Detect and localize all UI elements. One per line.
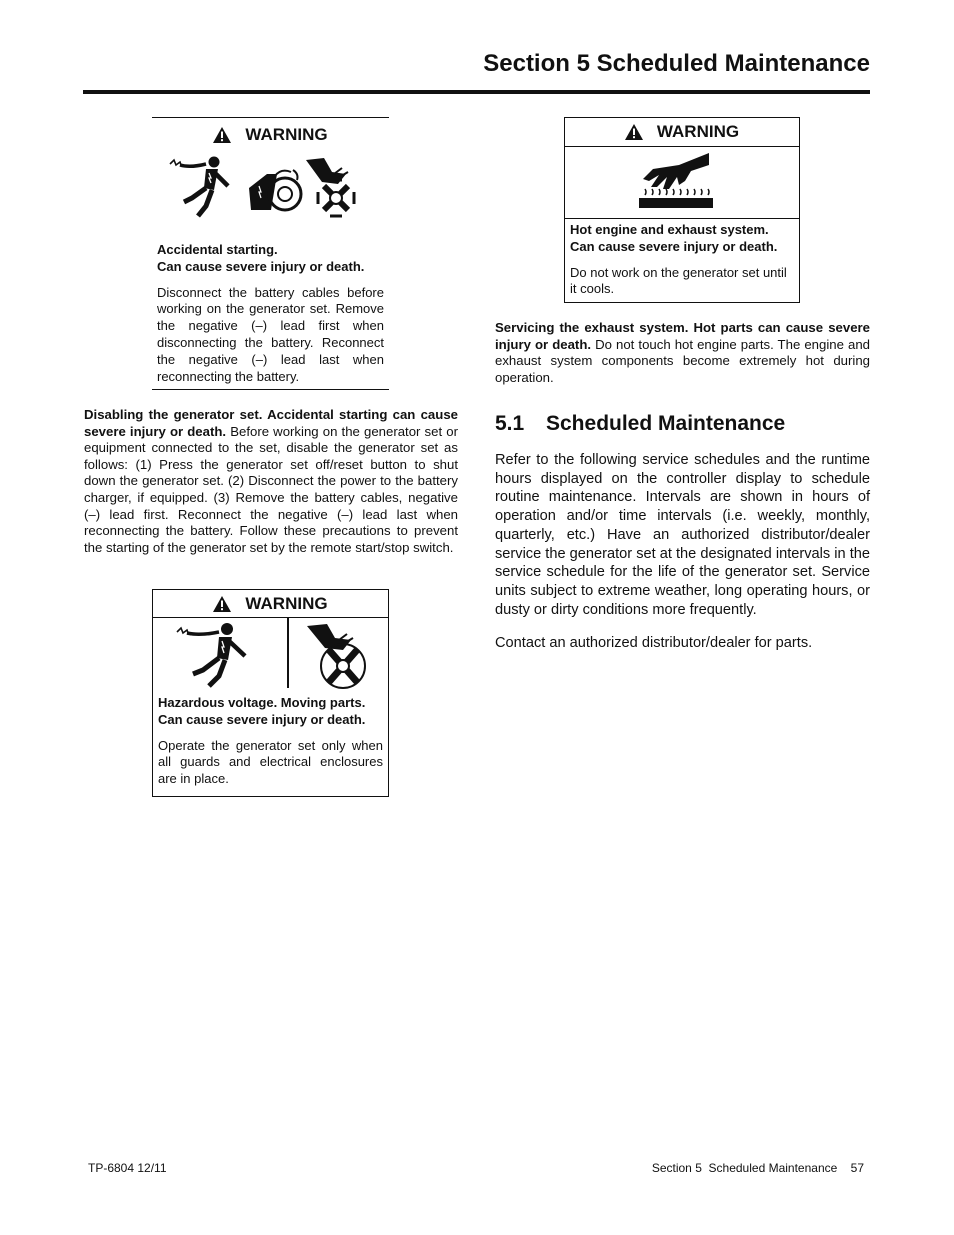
hazard-type: Hazardous voltage. Moving parts. [158, 695, 366, 710]
warning-header [152, 118, 389, 152]
hazard-consequence: Can cause severe injury or death. [570, 238, 778, 254]
warning-instruction: Disconnect the battery cables before working on the generator set. Remove the negative (–) lead first when disconnecting the battery. Reconnect the negative (–) lead last when reconnecting the battery. [157, 284, 384, 384]
warning-heading: WARNING [245, 125, 328, 144]
disabling-generator-paragraph [84, 407, 458, 556]
warning-pictograms [565, 147, 799, 219]
page-number: 57 [850, 1161, 864, 1175]
scheduled-maintenance-paragraph: Refer to the following service schedules and the runtime hours displayed on the controller display to schedule routine maintenance. Intervals are shown in hours of operation and/or time intervals (i.e. weekly, monthly, quarterly, etc.) Have an authorized distributor/dealer service the generator set at the designated intervals in the service schedule for the life of the generator set. Service units subject to extreme weather, long operating hours, or dusty or dirty conditions more frequently. [495, 452, 870, 618]
section-title: Scheduled Maintenance [546, 412, 786, 435]
hazard-consequence: Can cause severe injury or death. [157, 258, 365, 274]
moving-parts-hand-icon [303, 620, 375, 692]
warning-pictograms [152, 152, 389, 230]
hazard-consequence: Can cause severe injury or death. [158, 711, 366, 727]
warning-instruction: Operate the generator set only when all guards and electrical enclosures are in place. [158, 737, 383, 787]
warning-heading: WARNING [245, 593, 328, 613]
warning-header [153, 590, 388, 618]
rotating-fan-icon [247, 166, 307, 218]
hazard-type: Hot engine and exhaust system. [570, 222, 769, 237]
page-section-title: Section 5 Scheduled Maintenance [483, 50, 870, 77]
title-rule [83, 90, 870, 94]
footer-doc-id: TP-6804 12/11 [88, 1161, 167, 1175]
warning-pictograms [153, 618, 388, 693]
disabling-text: Before working on the generator set or equipment connected to the set, disable the generator set as follows: (1) Press the generator set off/reset button to shut down the generator set. (2) Disconnect the power to the battery charger, if equipped. (3) Remove the battery cables, negative (–) lead first. Reconnect the negative (–) lead last when reconnecting the battery. Follow these precautions to prevent the starting of the generator set by the remote start/stop switch. [84, 423, 458, 555]
warning-box-hazardous-voltage [152, 589, 389, 797]
warning-heading: WARNING [656, 122, 740, 141]
contact-distributor-paragraph: Contact an authorized distributor/dealer for parts. [495, 635, 813, 652]
section-5-1-heading [495, 412, 785, 436]
disabling-bold-lead: Disabling the generator set. Accidental starting can cause severe injury or death. [84, 407, 458, 439]
warning-header [565, 118, 799, 147]
warning-box-hot-engine [564, 117, 800, 303]
warning-triangle-icon [213, 127, 231, 143]
warning-box-accidental-starting [152, 117, 389, 390]
warning-triangle-icon [213, 596, 231, 612]
hazard-type: Accidental starting. [157, 242, 278, 257]
moving-parts-hand-icon [302, 154, 362, 222]
exhaust-system-paragraph [495, 320, 870, 386]
exhaust-text: Do not touch hot engine parts. The engine and exhaust system components become extremely hot during operation. [495, 336, 870, 385]
footer-section-page [652, 1161, 864, 1175]
exhaust-bold-lead: Servicing the exhaust system. Hot parts can cause severe injury or death. [495, 320, 870, 352]
warning-triangle-icon [625, 124, 643, 140]
warning-instruction: Do not work on the generator set until it cools. [570, 264, 787, 297]
footer-section-label: Section 5 Scheduled Maintenance [651, 1161, 838, 1175]
electrocution-icon [175, 622, 255, 690]
hot-surface-hand-icon [639, 151, 713, 213]
electrocution-icon [168, 156, 242, 222]
section-number: 5.1 [495, 412, 525, 435]
pictogram-divider [287, 618, 289, 688]
